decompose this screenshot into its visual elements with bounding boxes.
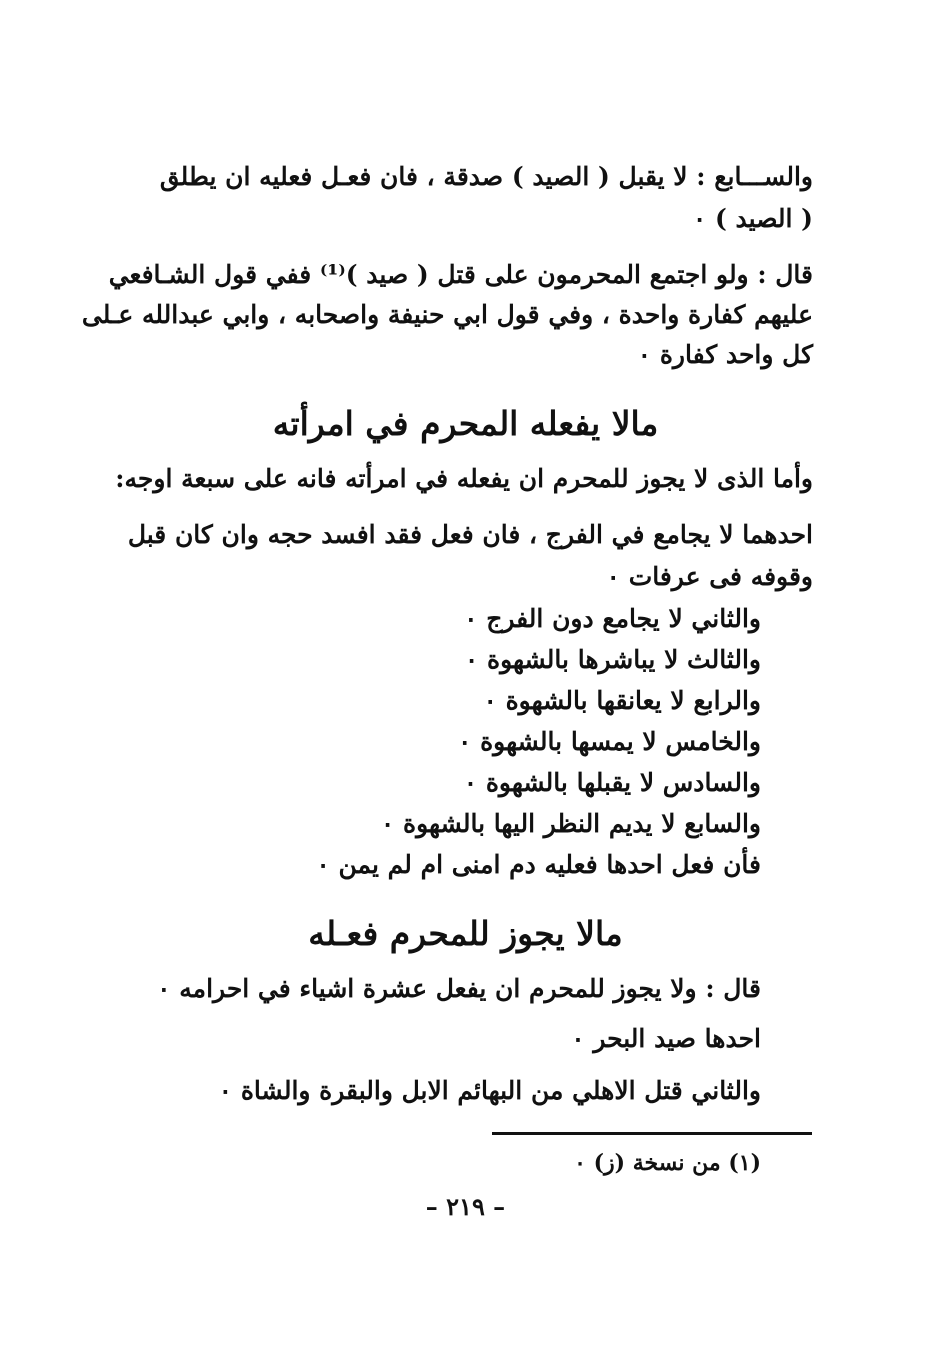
footnote: (١) من نسخة (ز) ٠ bbox=[574, 1150, 761, 1176]
list-item: والسابع لا يديم النظر اليها بالشهوة ٠ bbox=[380, 809, 761, 838]
paragraph2-line2: عليهم كفارة واحدة ، وفي قول ابي حنيفة واصحابه ، وابي عبدالله عـلى bbox=[81, 300, 813, 329]
section2-line2: احدها صيد البحر ٠ bbox=[571, 1024, 761, 1053]
list-item: والرابع لا يعانقها بالشهوة ٠ bbox=[483, 686, 761, 715]
section1-intro: وأما الذى لا يجوز للمحرم ان يفعله في امرأته فانه على سبعة اوجه: bbox=[115, 464, 813, 493]
list-item: والخامس لا يمسها بالشهوة ٠ bbox=[457, 727, 761, 756]
page-number: – ٢١٩ – bbox=[425, 1192, 506, 1221]
footnote-divider bbox=[492, 1132, 812, 1135]
section1-first-line2: وقوفه فى عرفات ٠ bbox=[606, 562, 813, 591]
paragraph1-line1: والســـابع : لا يقبل ( الصيد ) صدقة ، فان فعـل فعليه ان يطلق bbox=[159, 162, 813, 191]
paragraph2-line1: قال : ولو اجتمع المحرمون على قتل ( صيد )⁽¹⁾ ففي قول الشـافعي bbox=[108, 260, 813, 289]
paragraph1-line2: ( الصيد ) ٠ bbox=[692, 204, 813, 233]
list-item: والسادس لا يقبلها بالشهوة ٠ bbox=[463, 768, 761, 797]
paragraph2-line3: كل واحد كفارة ٠ bbox=[637, 340, 813, 369]
list-item: والثاني لا يجامع دون الفرج ٠ bbox=[464, 604, 761, 633]
list-item: فأن فعل احدها فعليه دم امنى ام لم يمن ٠ bbox=[316, 850, 761, 879]
section-heading-2: مالا يجوز للمحرم فعـله bbox=[308, 914, 623, 953]
section2-line3: والثاني قتل الاهلي من البهائم الابل والبقرة والشاة ٠ bbox=[218, 1076, 761, 1105]
section2-line1: قال : ولا يجوز للمحرم ان يفعل عشرة اشياء في احرامه ٠ bbox=[157, 974, 761, 1003]
section-heading-1: مالا يفعله المحرم في امرأته bbox=[272, 404, 659, 443]
section1-first-line1: احدهما لا يجامع في الفرج ، فان فعل فقد افسد حجه وان كان قبل bbox=[127, 520, 813, 549]
list-item: والثالث لا يباشرها بالشهوة ٠ bbox=[464, 645, 761, 674]
